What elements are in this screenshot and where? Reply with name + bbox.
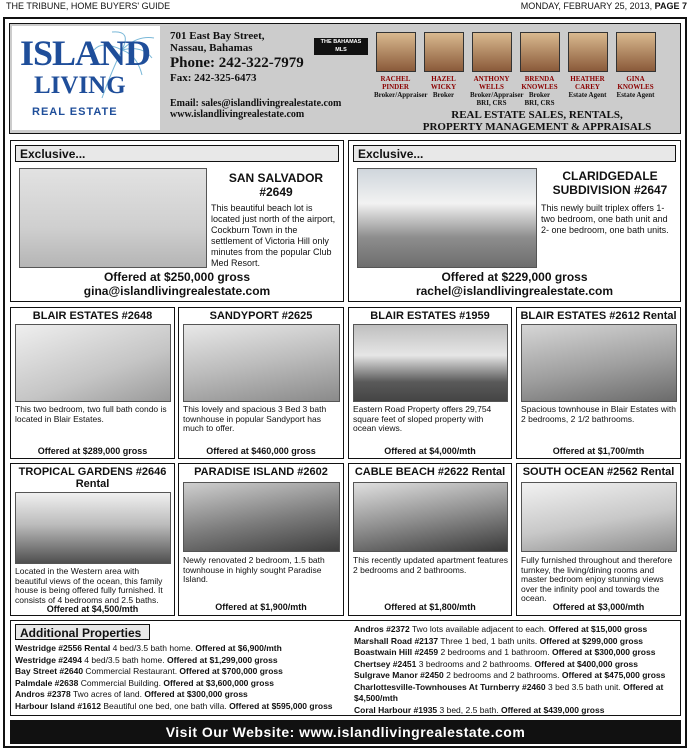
list-item bbox=[354, 636, 679, 648]
townhouse-photo bbox=[183, 324, 340, 402]
item-desc: 4 bed/3.5 bath home. bbox=[110, 643, 196, 653]
item-desc: Three 1 bed, 1 bath units. bbox=[438, 635, 540, 646]
list-item bbox=[354, 682, 679, 705]
listing-card bbox=[348, 463, 512, 616]
item-name: Harbour Island #1612 bbox=[15, 700, 101, 711]
item-name: Boastwain Hill #2459 bbox=[354, 647, 439, 657]
item-offer: Offered at $700,000 gross bbox=[179, 666, 283, 676]
item-offer: Offered at $300,000 gross bbox=[144, 689, 248, 699]
listing-description: This beautiful beach lot is located just north of the airport, Cockburn Town in the settlement of Victoria Hill only minutes from the popular Club Med Resort. bbox=[211, 203, 336, 268]
item-name: Coral Harbour #1935 bbox=[354, 704, 438, 715]
item-offer: Offered at $439,000 gross bbox=[500, 704, 605, 715]
agent-first: HAZEL bbox=[431, 75, 456, 83]
logo-line1: ISLAND bbox=[20, 33, 151, 73]
listing-offer: Offered at $229,000 gross bbox=[441, 270, 588, 284]
listing-description: Located in the Western area with beautiful views of the ocean, this family house is being offered fully furnished. It consists of 4 bedrooms and 2.5 baths. bbox=[15, 566, 163, 605]
listing-offer: Offered at $250,000 gross bbox=[103, 270, 251, 284]
agent-extra: BRI, CRS bbox=[476, 99, 507, 107]
item-name: Andros #2372 bbox=[354, 624, 410, 634]
listing-description: This recently updated apartment features 2 bedrooms and 2 bathrooms. bbox=[353, 555, 508, 575]
website-footer[interactable]: Visit Our Website: www.islandlivingrealestate.com bbox=[10, 720, 681, 744]
agent-first: RACHEL bbox=[380, 75, 411, 83]
agent-extra: BRI, CRS bbox=[524, 99, 555, 107]
listing-offer: Offered at $1,700/mth bbox=[552, 446, 645, 456]
list-item bbox=[354, 624, 679, 636]
agent-photo bbox=[376, 32, 416, 72]
item-offer: Offered at $595,000 gross bbox=[229, 700, 333, 711]
item-desc: 2 bedrooms and 1 bathroom. bbox=[438, 647, 552, 657]
listing-description: This two bedroom, two full bath condo is located in Blair Estates. bbox=[15, 404, 167, 424]
listing-offer: Offered at $1,900/mth bbox=[215, 602, 307, 612]
phone: Phone: 242-322-7979 bbox=[170, 55, 304, 71]
agent-card bbox=[374, 32, 428, 107]
listing-offer: Offered at $1,800/mth bbox=[384, 602, 476, 612]
listing-card bbox=[178, 307, 344, 459]
item-name: Bay Street #2640 bbox=[15, 666, 84, 676]
agent-last: KNOWLES bbox=[521, 83, 558, 91]
listing-email[interactable]: rachel@islandlivingrealestate.com bbox=[415, 284, 614, 298]
listing-title: CLARIDGEDALE SUBDIVISION #2647 bbox=[552, 169, 668, 197]
listing-card bbox=[178, 463, 344, 616]
fax: Fax: 242-325-6473 bbox=[170, 72, 257, 84]
agent-first: ANTHONY bbox=[473, 75, 510, 83]
item-name: Chertsey #2451 bbox=[354, 658, 417, 669]
item-offer: Offered at $475,000 gross bbox=[561, 670, 666, 680]
listing-title: PARADISE ISLAND #2602 bbox=[194, 466, 328, 478]
agent-last: CAREY bbox=[575, 83, 600, 91]
item-offer: Offered at $400,000 gross bbox=[534, 658, 638, 669]
listing-description: Fully furnished throughout and therefore turnkey, the living/dining rooms and master bedroom enjoy stunning views over the infinity pool and towards the ocean. bbox=[521, 555, 673, 603]
property-photo bbox=[353, 324, 508, 402]
date-label: MONDAY, FEBRUARY 25, 2013, bbox=[520, 1, 653, 11]
listing-title: SANDYPORT #2625 bbox=[209, 310, 313, 322]
logo-line3: REAL ESTATE bbox=[32, 106, 118, 118]
condo-photo bbox=[15, 324, 171, 402]
agent-card bbox=[614, 32, 657, 107]
beach-lot-photo bbox=[19, 168, 207, 268]
agency-address bbox=[170, 30, 304, 84]
listing-title: TROPICAL GARDENS #2646 Rental bbox=[18, 466, 167, 490]
agent-first: HEATHER bbox=[570, 75, 605, 83]
additional-header: Additional Properties bbox=[15, 624, 150, 640]
list-item bbox=[354, 670, 679, 682]
interior-photo bbox=[183, 482, 340, 552]
agent-card bbox=[566, 32, 609, 107]
agent-photo bbox=[568, 32, 608, 72]
listing-card bbox=[516, 307, 681, 459]
list-item bbox=[354, 705, 679, 717]
item-offer: Offered at $299,000 gross bbox=[539, 635, 644, 646]
agent-last: WICKY bbox=[430, 83, 457, 91]
item-desc: 3 bed 3.5 bath unit. bbox=[545, 681, 624, 692]
item-desc: Two acres of land. bbox=[70, 689, 145, 699]
listing-card bbox=[516, 463, 681, 616]
agent-card bbox=[422, 32, 465, 107]
listing-card bbox=[348, 307, 512, 459]
listing-offer: Offered at $4,000/mth bbox=[384, 446, 476, 456]
list-item bbox=[354, 647, 679, 659]
item-desc: 3 bedrooms and 2 bathrooms. bbox=[416, 658, 535, 669]
living-room-photo bbox=[521, 324, 677, 402]
agent-card bbox=[518, 32, 561, 107]
item-desc: Two lots available adjacent to each. bbox=[409, 624, 549, 634]
item-desc: Commercial Restaurant. bbox=[83, 666, 180, 676]
agent-photo bbox=[616, 32, 656, 72]
item-offer: Offered at $300,000 gross bbox=[551, 647, 656, 657]
triplex-photo bbox=[357, 168, 537, 268]
additional-col-right bbox=[354, 624, 679, 716]
agent-photo bbox=[472, 32, 512, 72]
item-name: Andros #2378 bbox=[15, 689, 71, 699]
item-offer: Offered at $4,500/mth bbox=[354, 681, 664, 703]
mls-badge bbox=[314, 38, 368, 55]
item-desc: 3 bed, 2.5 bath. bbox=[437, 704, 501, 715]
date-page-label bbox=[521, 1, 687, 14]
list-item bbox=[354, 659, 679, 671]
apartment-photo bbox=[353, 482, 508, 552]
agent-photo bbox=[424, 32, 464, 72]
agent-role: Broker/Appraiser bbox=[470, 91, 524, 99]
list-item bbox=[15, 643, 345, 655]
item-name: Marshall Road #2137 bbox=[354, 635, 439, 646]
listing-title: BLAIR ESTATES #1959 bbox=[370, 310, 490, 322]
additional-properties bbox=[10, 620, 681, 716]
listing-offer: Offered at $460,000 gross bbox=[206, 446, 316, 456]
agent-role: Broker bbox=[528, 91, 551, 99]
item-desc: 2 bedrooms and 2 bathrooms. bbox=[443, 670, 562, 680]
listing-title: CABLE BEACH #2622 Rental bbox=[354, 466, 506, 478]
email[interactable]: Email: sales@islandlivingrealestate.com bbox=[170, 98, 342, 109]
item-desc: Commercial Building. bbox=[78, 677, 164, 688]
terrace-photo bbox=[15, 492, 171, 564]
item-name: Westridge #2494 bbox=[15, 654, 82, 665]
exclusive-header: Exclusive... bbox=[353, 145, 676, 162]
agent-first: BRENDA bbox=[524, 75, 555, 83]
agent-role: Estate Agent bbox=[616, 91, 655, 99]
agency-slogan bbox=[392, 109, 682, 133]
city: Nassau, Bahamas bbox=[170, 42, 253, 54]
slogan-line1: REAL ESTATE SALES, RENTALS, bbox=[451, 109, 623, 121]
agent-first: GINA bbox=[626, 75, 645, 83]
exclusive-listing-claridgedale bbox=[348, 140, 681, 302]
listing-description: This newly built triplex offers 1-two bedroom, one bath unit and 2- one bedroom, one bath units. bbox=[541, 203, 669, 235]
item-name: Sulgrave Manor #2450 bbox=[354, 670, 444, 680]
listing-card bbox=[10, 463, 175, 616]
listing-offer: Offered at $289,000 gross bbox=[37, 446, 148, 456]
item-desc: 4 bed/3.5 bath home. bbox=[81, 654, 167, 665]
agent-last: PINDER bbox=[382, 83, 409, 91]
listing-description: Eastern Road Property offers 29,754 square feet of sloped property with ocean views. bbox=[353, 404, 492, 433]
listing-title: BLAIR ESTATES #2648 bbox=[32, 310, 153, 322]
listing-description: Spacious townhouse in Blair Estates with 2 bedrooms, 2 1/2 bathrooms. bbox=[521, 404, 676, 424]
dining-room-photo bbox=[521, 482, 677, 552]
list-item bbox=[15, 701, 345, 713]
listing-title: BLAIR ESTATES #2612 Rental bbox=[520, 310, 677, 322]
listing-description: This lovely and spacious 3 Bed 3 bath townhouse in popular Sandyport has much to offer. bbox=[183, 404, 327, 433]
list-item bbox=[15, 655, 345, 667]
item-offer: Offered at $15,000 gross bbox=[548, 624, 648, 634]
item-name: Palmdale #2638 bbox=[15, 677, 79, 688]
list-item bbox=[15, 666, 345, 678]
agent-role: Estate Agent bbox=[568, 91, 607, 99]
page-header bbox=[0, 0, 691, 14]
listing-email[interactable]: gina@islandlivingrealestate.com bbox=[83, 284, 271, 298]
publication-label: THE TRIBUNE, HOME BUYERS' GUIDE bbox=[6, 1, 171, 11]
item-desc: Beautiful one bed, one bath villa. bbox=[100, 700, 230, 711]
street: 701 East Bay Street, bbox=[170, 30, 265, 42]
item-name: Westridge #2556 Rental bbox=[15, 643, 111, 653]
agent-last: WELLS bbox=[479, 83, 504, 91]
listing-title: SOUTH OCEAN #2562 Rental bbox=[522, 466, 675, 478]
island-living-logo bbox=[12, 26, 160, 130]
exclusive-listing-san-salvador bbox=[10, 140, 344, 302]
agent-card bbox=[470, 32, 524, 107]
listing-offer: Offered at $4,500/mth bbox=[46, 604, 139, 614]
additional-col-left bbox=[15, 643, 345, 712]
agent-last: KNOWLES bbox=[617, 83, 654, 91]
item-offer: Offered at $3,600,000 gross bbox=[163, 677, 274, 688]
mls-line1: THE BAHAMAS bbox=[320, 39, 362, 45]
list-item bbox=[15, 678, 345, 690]
agent-role: Broker/Appraiser bbox=[374, 91, 428, 99]
slogan-line2: PROPERTY MANAGEMENT & APPRAISALS bbox=[422, 121, 652, 133]
agent-photo bbox=[520, 32, 560, 72]
item-offer: Offered at $1,299,000 gross bbox=[167, 654, 278, 665]
item-offer: Offered at $6,900/mth bbox=[195, 643, 282, 653]
mls-line2: MLS bbox=[335, 47, 347, 53]
page-number: PAGE 7 bbox=[654, 1, 687, 11]
agents-row bbox=[374, 32, 657, 107]
listing-description: Newly renovated 2 bedroom, 1.5 bath townhouse in highly sought Paradise Island. bbox=[183, 555, 325, 584]
listing-offer: Offered at $3,000/mth bbox=[552, 602, 645, 612]
website[interactable]: www.islandlivingrealestate.com bbox=[170, 109, 305, 120]
listing-title: SAN SALVADOR #2649 bbox=[228, 171, 324, 199]
agency-contact bbox=[170, 98, 341, 120]
list-item bbox=[15, 689, 345, 701]
exclusive-header: Exclusive... bbox=[15, 145, 339, 162]
item-name: Charlottesville-Townhouses At Turnberry #2460 bbox=[354, 681, 546, 692]
agent-role: Broker bbox=[432, 91, 455, 99]
logo-line2: LIVING bbox=[34, 72, 126, 99]
listing-card bbox=[10, 307, 175, 459]
